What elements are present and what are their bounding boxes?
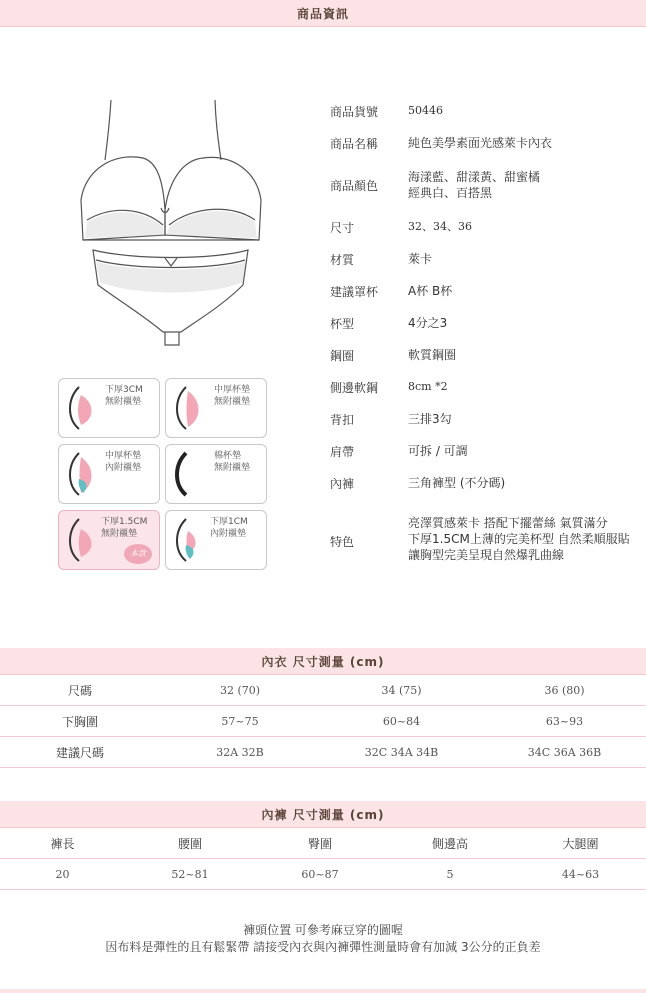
info-value: 三排3勾 (408, 412, 452, 426)
cup-profile-icon (65, 517, 105, 563)
cup-profile-icon (172, 517, 212, 563)
table-cell: 臀圍 (255, 828, 385, 859)
info-value: 32、34、36 (408, 220, 472, 233)
table-row (0, 675, 646, 706)
info-value: 軟質鋼圈 (408, 348, 457, 362)
info-key: 商品名稱 (330, 137, 379, 151)
table-cell: 34C 36A 36B (483, 737, 646, 768)
table-cell: 尺碼 (0, 675, 160, 706)
table-cell: 44~63 (515, 859, 646, 890)
table-cell: 63~93 (483, 706, 646, 737)
pad-option (165, 510, 267, 570)
note-line: 褲頭位置 可參考麻豆穿的圖喔 (243, 923, 403, 937)
table-cell: 褲長 (0, 828, 125, 859)
info-value: A杯 B杯 (408, 284, 453, 298)
size-notes (0, 922, 646, 956)
bra-table-title: 內衣 尺寸測量 (cm) (261, 655, 385, 669)
panty-table-title: 內褲 尺寸測量 (cm) (261, 808, 385, 822)
info-value: 4分之3 (408, 316, 448, 330)
table-cell: 32A 32B (160, 737, 320, 768)
pad-option (58, 378, 160, 438)
info-key: 建議罩杯 (330, 285, 379, 299)
pad-label: 下厚3CM 無附襯墊 (105, 385, 143, 407)
table-cell: 60~87 (255, 859, 385, 890)
table-cell: 34 (75) (320, 675, 483, 706)
table-cell: 側邊高 (385, 828, 515, 859)
bra-set-illustration (73, 100, 273, 360)
cup-profile-icon (172, 451, 212, 497)
pad-option (165, 444, 267, 504)
note-line: 因布料是彈性的且有鬆緊帶 請接受內衣與內褲彈性測量時會有加減 3公分的正負差 (105, 940, 541, 954)
product-image (73, 100, 273, 360)
bottom-divider (0, 989, 646, 993)
pad-label: 下厚1CM 內附襯墊 (210, 517, 248, 539)
info-key: 商品貨號 (330, 105, 379, 119)
table-cell: 20 (0, 859, 125, 890)
table-row (0, 828, 646, 859)
table-cell: 5 (385, 859, 515, 890)
bra-size-table (0, 675, 646, 768)
info-value: 萊卡 (408, 252, 433, 266)
bra-table-header (0, 648, 646, 675)
info-key: 商品顏色 (330, 179, 379, 193)
info-key: 尺寸 (330, 221, 355, 235)
this-style-stamp: 本款 (124, 544, 152, 564)
panty-table-header (0, 801, 646, 828)
pad-label: 下厚1.5CM 無附襯墊 (101, 517, 148, 539)
cup-profile-icon (65, 451, 105, 497)
info-key: 杯型 (330, 317, 355, 331)
info-value: 50446 (408, 104, 443, 117)
info-key: 背扣 (330, 413, 355, 427)
table-cell: 大腿圍 (515, 828, 646, 859)
info-value: 可拆 / 可調 (408, 444, 468, 458)
table-cell: 52~81 (125, 859, 255, 890)
info-value: 三角褲型 (不分碼) (408, 476, 506, 490)
pad-option (58, 444, 160, 504)
pad-option (165, 378, 267, 438)
table-cell: 32C 34A 34B (320, 737, 483, 768)
panty-size-table (0, 828, 646, 890)
cup-profile-icon (172, 385, 212, 431)
table-cell: 下胸圍 (0, 706, 160, 737)
table-cell: 60~84 (320, 706, 483, 737)
info-value: 純色美學素面光感萊卡內衣 (408, 136, 553, 150)
info-key: 內褲 (330, 477, 355, 491)
info-key: 材質 (330, 253, 355, 267)
table-cell: 36 (80) (483, 675, 646, 706)
info-value: 海漾藍、甜漾黃、甜蜜橘 經典白、百搭黑 (408, 170, 541, 200)
table-row (0, 706, 646, 737)
table-cell: 腰圍 (125, 828, 255, 859)
info-value: 8cm *2 (408, 380, 448, 393)
pad-label: 中厚杯墊 內附襯墊 (105, 451, 142, 473)
section-title: 商品資訊 (296, 7, 349, 21)
info-key: 肩帶 (330, 445, 355, 459)
table-row (0, 859, 646, 890)
table-cell: 建議尺碼 (0, 737, 160, 768)
info-value: 亮澤質感萊卡 搭配下擺蕾絲 氣質滿分 下厚1.5CM上薄的完美杯型 自然柔順服貼 讓胸型完美呈現自然爆乳曲線 (408, 516, 630, 562)
table-cell: 57~75 (160, 706, 320, 737)
table-row (0, 737, 646, 768)
info-key: 特色 (330, 535, 355, 549)
info-key: 鋼圈 (330, 349, 355, 363)
cup-profile-icon (65, 385, 105, 431)
pad-label: 中厚杯墊 無附襯墊 (214, 385, 251, 407)
section-header (0, 0, 646, 27)
table-cell: 32 (70) (160, 675, 320, 706)
info-key: 側邊軟鋼 (330, 381, 379, 395)
pad-label: 棉杯墊 無附襯墊 (214, 451, 251, 473)
pad-option-selected (58, 510, 160, 570)
